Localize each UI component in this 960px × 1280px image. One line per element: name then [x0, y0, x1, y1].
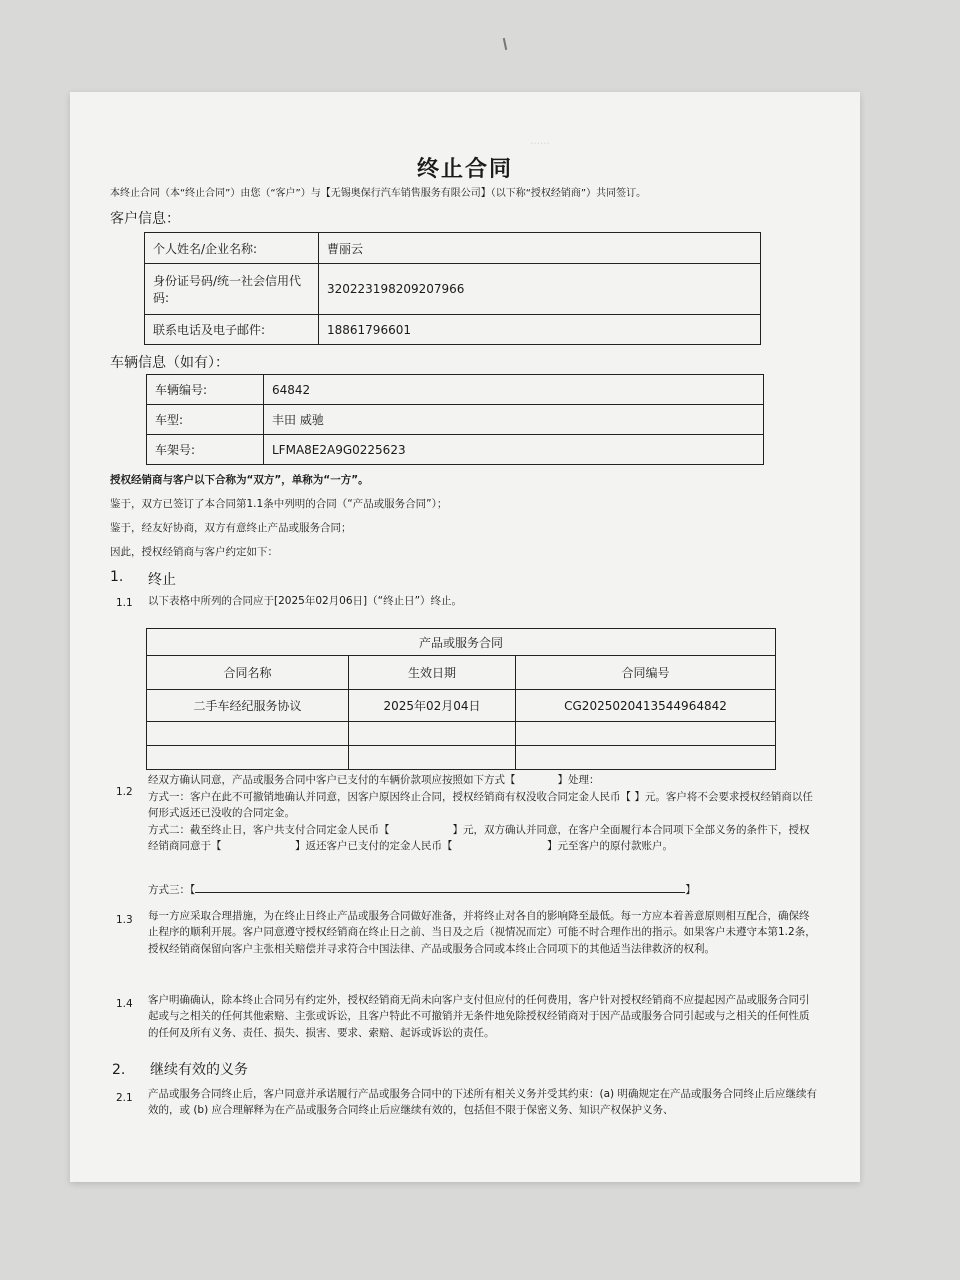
table-row	[147, 690, 776, 722]
vehicle-number-value: 64842	[264, 375, 764, 405]
contract-table	[146, 628, 776, 770]
table-row	[147, 375, 764, 405]
document-title: 终止合同	[416, 157, 513, 182]
clause-2-1-number: 2.1	[116, 1092, 133, 1104]
vehicle-info-table	[146, 374, 764, 465]
clause-1-1-number: 1.1	[116, 597, 133, 609]
customer-name-label: 个人姓名/企业名称:	[145, 233, 319, 264]
clause-1-2-number: 1.2	[116, 786, 133, 798]
whereas-paragraph-2: 鉴于，经友好协商，双方有意终止产品或服务合同；	[110, 522, 352, 534]
effective-date-cell: 2025年02月04日	[349, 690, 516, 722]
section-1-number: 1.	[110, 569, 124, 585]
table-row	[147, 722, 776, 746]
vehicle-model-label: 车型:	[147, 405, 264, 435]
section-1-title: 终止	[148, 572, 176, 588]
option-3-blank	[195, 882, 685, 893]
vehicle-number-label: 车辆编号:	[147, 375, 264, 405]
customer-info-table	[144, 232, 761, 345]
bleed-through-text: ……	[530, 136, 680, 147]
table-row	[147, 405, 764, 435]
customer-contact-label: 联系电话及电子邮件:	[145, 315, 319, 345]
table-row	[147, 746, 776, 770]
contract-page	[70, 92, 860, 1182]
parties-paragraph: 授权经销商与客户以下合称为“双方”，单称为“一方”。	[110, 474, 369, 486]
customer-info-heading: 客户信息：	[110, 211, 180, 227]
intro-paragraph: 本终止合同（本“终止合同”）由您（“客户”）与【无锡奥保行汽车销售服务有限公司】（以下称“授权经销商”）共同签订。	[110, 188, 647, 199]
contract-table-caption: 产品或服务合同	[147, 629, 776, 656]
therefore-paragraph: 因此，授权经销商与客户约定如下：	[110, 546, 278, 558]
clause-1-2-option-2: 方式二：截至终止日，客户共支付合同定金人民币【 】元，双方确认并同意，在客户全面履行本合同项下全部义务的条件下，授权经销商同意于【 】返还客户已支付的定金人民币【 】元至客户的原付款账户。	[148, 824, 810, 853]
customer-id-value: 320223198209207966	[319, 264, 761, 315]
header-effective-date: 生效日期	[349, 656, 516, 690]
section-2-title: 继续有效的义务	[150, 1062, 248, 1078]
header-contract-number: 合同编号	[516, 656, 776, 690]
clause-1-3-text: 每一方应采取合理措施，为在终止日终止产品或服务合同做好准备，并将终止对各自的影响降至最低。每一方应本着善意原则相互配合，确保终止程序的顺利开展。客户同意遵守授权经销商在终止日之前、当日及之后（视情况而定）可能不时合理作出的指示。如果客户未遵守本第1.2条，授权经销商保留向客户主张相关赔偿并寻求符合中国法律、产品或服务合同或本终止合同项下的其他适当法律救济的权利。	[148, 910, 816, 955]
clause-2-1-text: 产品或服务合同终止后，客户同意并承诺履行产品或服务合同中的下述所有相关义务并受其约束：(a) 明确规定在产品或服务合同终止后应继续有效的，或 (b) 应合理解释为在产品或服务合同终止后应继续有效的，包括但不限于保密义务、知识产权保护义务、	[148, 1088, 817, 1117]
header-contract-name: 合同名称	[147, 656, 349, 690]
customer-id-label: 身份证号码/统一社会信用代码:	[145, 264, 319, 315]
clause-1-1-text: 以下表格中所列的合同应于[2025年02月06日]（“终止日”）终止。	[148, 595, 463, 607]
customer-name-value: 曹丽云	[319, 233, 761, 264]
vehicle-info-heading: 车辆信息（如有）：	[110, 355, 229, 371]
table-row	[145, 233, 761, 264]
clause-1-3-number: 1.3	[116, 914, 133, 926]
option-3-label: 方式三：【	[148, 884, 196, 896]
section-2-number: 2.	[112, 1062, 126, 1078]
vin-label: 车架号:	[147, 435, 264, 465]
customer-contact-value: 18861796601	[319, 315, 761, 345]
vehicle-model-value: 丰田 威驰	[264, 405, 764, 435]
table-row	[147, 629, 776, 656]
vin-value: LFMA8E2A9G0225623	[264, 435, 764, 465]
table-row	[147, 435, 764, 465]
clause-1-2-option-1: 方式一：客户在此不可撤销地确认并同意，因客户原因终止合同，授权经销商有权没收合同定金人民币【 】元。客户将不会要求授权经销商以任何形式返还已没收的合同定金。	[148, 791, 813, 820]
clause-1-2-option-3: 方式三：【 】	[148, 884, 696, 896]
table-row	[145, 315, 761, 345]
pen-mark	[503, 38, 507, 50]
table-row	[145, 264, 761, 315]
table-row	[147, 656, 776, 690]
contract-number-cell: CG2025020413544964842	[516, 690, 776, 722]
whereas-paragraph-1: 鉴于，双方已签订了本合同第1.1条中列明的合同（“产品或服务合同”）；	[110, 498, 448, 510]
clause-1-4-number: 1.4	[116, 998, 133, 1010]
contract-name-cell: 二手车经纪服务协议	[147, 690, 349, 722]
clause-1-2-text: 经双方确认同意，产品或服务合同中客户已支付的车辆价款项应按照如下方式【 】处理：	[148, 774, 600, 786]
clause-1-4-text: 客户明确确认，除本终止合同另有约定外，授权经销商无尚未向客户支付但应付的任何费用，客户针对授权经销商不应提起因产品或服务合同引起或与之相关的任何其他索赔、主张或诉讼，且客户特此不可撤销并无条件地免除授权经销商对于因产品或服务合同引起或与之相关的任何性质的任何及所有义务、责任、损失、损害、要求、索赔、起诉或诉讼的责任。	[148, 994, 810, 1039]
